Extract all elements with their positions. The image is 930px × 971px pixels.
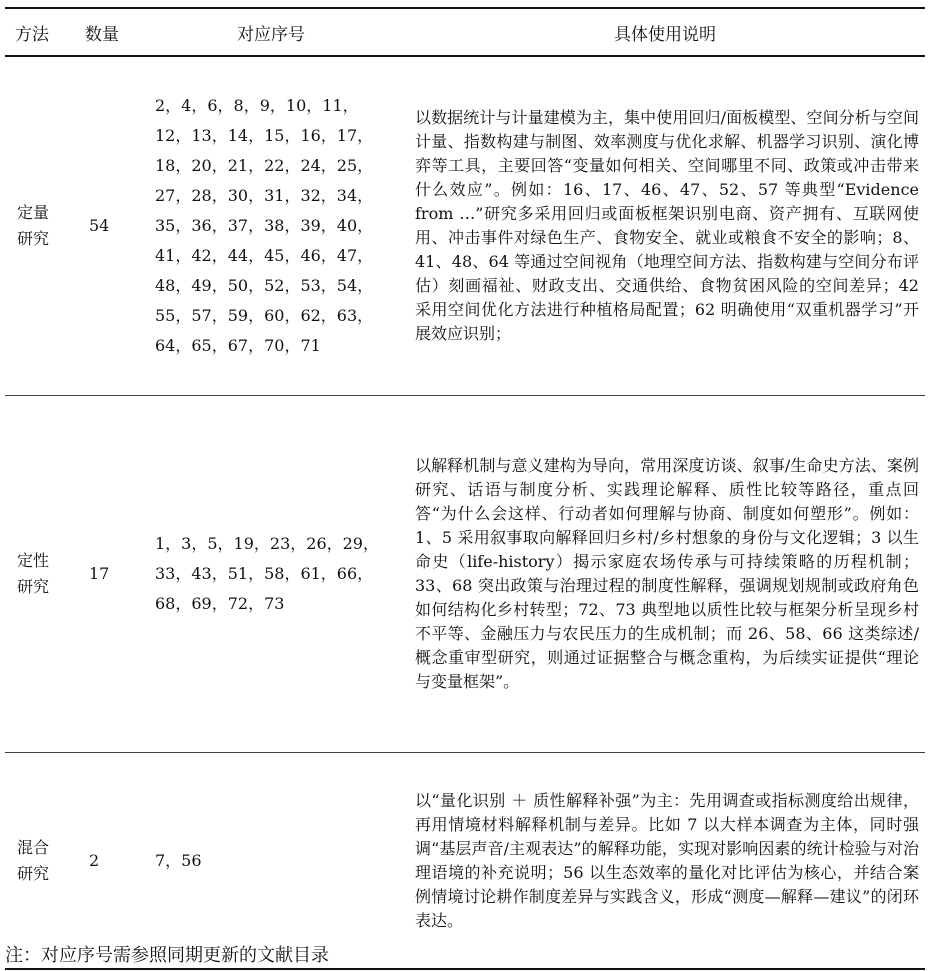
methods-table (5, 7, 925, 970)
header-count: 数量 (75, 8, 137, 56)
description-cell: 以解释机制与意义建构为导向，常用深度访谈、叙事/生命史方法、案例研究、话语与制度分析、实践理论解释、质性比较等路径，重点回答“为什么会这样、行动者如何理解与协商、制度如何塑形”。例如：1、5 采用叙事取向解释回归乡村/乡村想象的身份与文化逻辑；3 以生命史（life-history）揭示家庭农场传承与可持续策略的历程机制；33、68 突出政策与治理过程的制度性解释，强调规划规制或政府角色如何结构化乡村转型；72、73 典型地以质性比较与框架分析呈现乡村不平等、金融压力与农民压力的生成机制；而 26、58、66 这类综述/概念重审型研究，则通过证据整合与概念重构，为后续实证提供“理论与变量框架”。 (405, 396, 925, 753)
header-ids: 对应序号 (137, 8, 405, 56)
method-label: 混合研究 (17, 837, 50, 883)
count-cell: 17 (75, 396, 137, 753)
ids-cell: 7，56 (137, 753, 405, 970)
method-label: 定量研究 (17, 203, 50, 248)
method-label: 定性研究 (17, 551, 50, 596)
header-row (5, 8, 925, 56)
count-cell: 2 (75, 753, 137, 970)
header-method: 方法 (5, 8, 75, 56)
table-row (5, 56, 925, 396)
ids-cell: 1，3，5，19，23，26，29，33，43，51，58，61，66，68，69，72，73 (137, 396, 405, 753)
method-cell (5, 56, 75, 396)
description-cell: 以“量化识别 ＋ 质性解释补强”为主：先用调查或指标测度给出规律，再用情境材料解释机制与差异。比如 7 以大样本调查为主体，同时强调“基层声音/主观表达”的解释功能，实现对影响因素的统计检验与对治理语境的补充说明；56 以生态效率的量化对比评估为核心，并结合案例情境讨论耕作制度差异与实践含义，形成“测度—解释—建议”的闭环表达。 (405, 753, 925, 970)
table-row (5, 753, 925, 970)
count-cell: 54 (75, 56, 137, 396)
method-cell (5, 753, 75, 970)
description-cell: 以数据统计与计量建模为主，集中使用回归/面板模型、空间分析与空间计量、指数构建与制图、效率测度与优化求解、机器学习识别、演化博弈等工具，主要回答“变量如何相关、空间哪里不同、政策或冲击带来什么效应”。例如：16、17、46、47、52、57 等典型“Evidence from …”研究多采用回归或面板框架识别电商、资产拥有、互联网使用、冲击事件对绿色生产、食物安全、就业或粮食不安全的影响；8、41、48、64 等通过空间视角（地理空间方法、指数构建与空间分布评估）刻画福祉、财政支出、交通供给、食物贫困风险的空间差异；42 采用空间优化方法进行种植格局配置；62 明确使用“双重机器学习”开展效应识别； (405, 56, 925, 396)
header-description: 具体使用说明 (405, 8, 925, 56)
ids-cell: 2，4，6，8，9，10，11，12，13，14，15，16，17，18，20，21，22，24，25，27，28，30，31，32，34，35，36，37，38，39，40，41，42，44，45，46，47，48，49，50，52，53，54，55，57，59，60，62，63，64，65，67，70，71 (137, 56, 405, 396)
table-row (5, 396, 925, 753)
method-cell (5, 396, 75, 753)
table-note: 注：对应序号需参照同期更新的文献目录 (5, 945, 329, 966)
